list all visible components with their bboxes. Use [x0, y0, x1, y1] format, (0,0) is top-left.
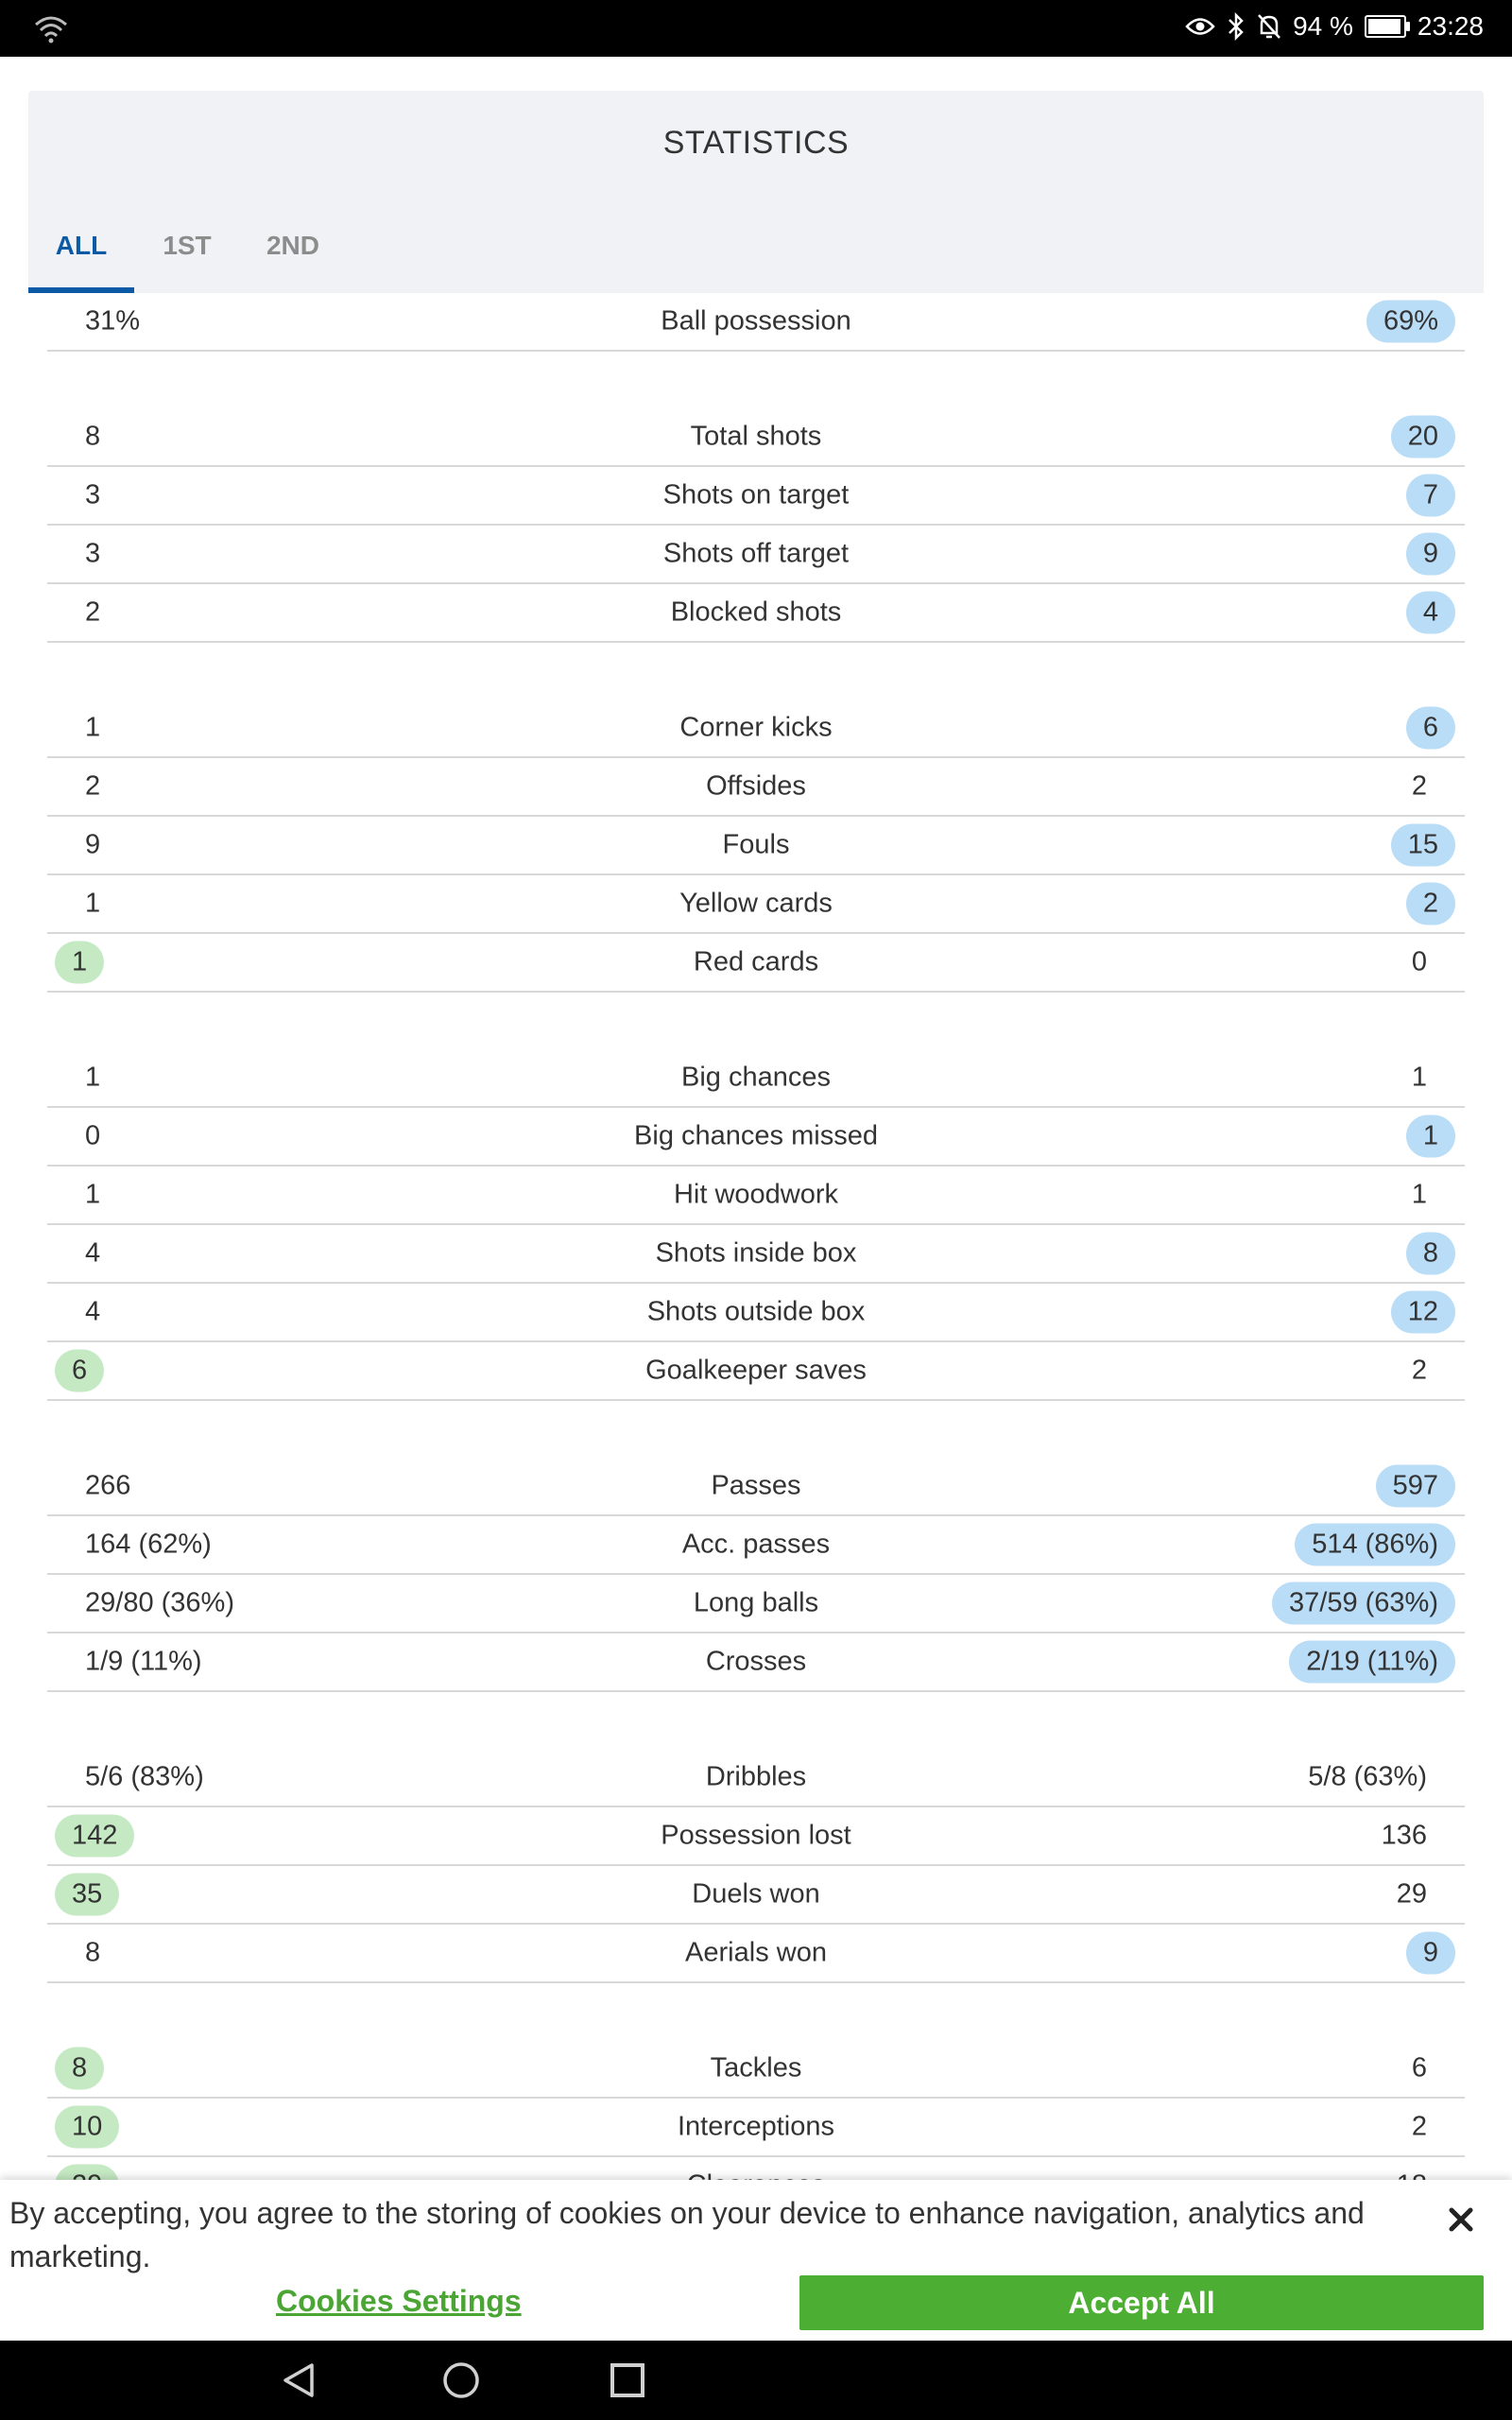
stat-group — [47, 700, 1465, 993]
stat-label: Interceptions — [677, 2111, 835, 2142]
home-icon[interactable] — [442, 2361, 480, 2399]
battery-icon — [1365, 15, 1406, 38]
stat-label: Total shots — [690, 421, 822, 452]
away-value: 6 — [1406, 707, 1455, 750]
period-tabs — [28, 199, 346, 293]
home-value: 1 — [55, 942, 104, 984]
stat-label: Shots outside box — [646, 1296, 866, 1327]
home-value: 3 — [85, 479, 101, 510]
home-value: 142 — [55, 1815, 134, 1858]
stat-row — [47, 758, 1465, 817]
recent-apps-icon[interactable] — [610, 2363, 644, 2397]
statistics-list — [47, 293, 1465, 2216]
away-value: 12 — [1391, 1291, 1455, 1334]
away-value: 2 — [1411, 2111, 1427, 2142]
stat-label: Red cards — [693, 946, 819, 977]
stat-label: Hit woodwork — [673, 1179, 839, 1210]
stat-label: Blocked shots — [670, 596, 842, 628]
stat-row — [47, 1458, 1465, 1516]
stat-group — [47, 1749, 1465, 1983]
home-value: 35 — [55, 1874, 119, 1916]
away-value: 9 — [1406, 533, 1455, 576]
home-value: 1 — [85, 888, 101, 919]
stat-label: Big chances — [681, 1062, 831, 1093]
stat-row — [47, 875, 1465, 934]
home-value: 2 — [85, 596, 101, 628]
home-value: 4 — [85, 1237, 101, 1269]
stat-row — [47, 1807, 1465, 1866]
stat-row — [47, 1049, 1465, 1108]
close-icon[interactable] — [1438, 2197, 1484, 2242]
away-value: 4 — [1406, 592, 1455, 634]
stat-row — [47, 1925, 1465, 1983]
stat-row — [47, 1342, 1465, 1401]
stat-group — [47, 1458, 1465, 1692]
away-value: 0 — [1411, 946, 1427, 977]
home-value: 2 — [85, 770, 101, 802]
stat-label: Shots inside box — [655, 1237, 857, 1269]
bell-off-icon — [1257, 12, 1281, 41]
away-value: 597 — [1376, 1465, 1455, 1508]
home-value: 1/9 (11%) — [85, 1646, 202, 1677]
away-value: 15 — [1391, 824, 1455, 867]
away-value: 136 — [1381, 1820, 1427, 1851]
cookie-message: By accepting, you agree to the storing of cookies on your device to enhance navigation, analytics and marketing. — [9, 2196, 1365, 2273]
home-value: 3 — [85, 538, 101, 569]
stat-row — [47, 526, 1465, 584]
stat-label: Fouls — [722, 829, 790, 860]
home-value: 1 — [85, 1062, 101, 1093]
stat-label: Possession lost — [661, 1820, 851, 1851]
stat-row — [47, 584, 1465, 643]
bluetooth-icon — [1227, 12, 1246, 41]
stat-row — [47, 1634, 1465, 1692]
away-value: 8 — [1406, 1233, 1455, 1275]
tab-all[interactable]: ALL — [28, 199, 134, 293]
home-value: 8 — [85, 1937, 101, 1968]
away-value: 29 — [1396, 1878, 1427, 1910]
stat-label: Shots off target — [662, 538, 850, 569]
home-value: 9 — [85, 829, 101, 860]
away-value: 1 — [1406, 1115, 1455, 1158]
stat-label: Dribbles — [705, 1761, 807, 1792]
stat-label: Crosses — [705, 1646, 807, 1677]
stat-row — [47, 1167, 1465, 1225]
stat-group — [47, 1049, 1465, 1401]
away-value: 6 — [1411, 2052, 1427, 2083]
stat-row — [47, 934, 1465, 993]
away-value: 514 (86%) — [1295, 1524, 1455, 1566]
status-icons — [1185, 11, 1484, 42]
stat-row — [47, 817, 1465, 875]
eye-icon — [1185, 16, 1215, 37]
stat-label: Passes — [711, 1470, 801, 1501]
stat-label: Corner kicks — [679, 712, 833, 743]
away-value: 37/59 (63%) — [1272, 1582, 1455, 1625]
stat-label: Ball possession — [661, 305, 851, 337]
home-value: 164 (62%) — [85, 1529, 212, 1560]
status-bar — [0, 0, 1512, 57]
stat-label: Aerials won — [685, 1937, 827, 1968]
clock: 23:28 — [1417, 11, 1484, 41]
away-value: 69% — [1366, 301, 1455, 343]
stat-row — [47, 2040, 1465, 2099]
home-value: 266 — [85, 1470, 131, 1501]
away-value: 9 — [1406, 1932, 1455, 1975]
wifi-icon — [32, 13, 70, 43]
stat-row — [47, 293, 1465, 352]
stat-label: Big chances missed — [634, 1120, 878, 1151]
stat-row — [47, 408, 1465, 467]
away-value: 2 — [1411, 770, 1427, 802]
home-value: 29/80 (36%) — [85, 1587, 234, 1618]
home-value: 1 — [85, 712, 101, 743]
stat-row — [47, 1866, 1465, 1925]
stat-label: Long balls — [693, 1587, 819, 1618]
home-value: 6 — [55, 1350, 104, 1392]
away-value: 1 — [1411, 1179, 1427, 1210]
stat-row — [47, 1575, 1465, 1634]
stat-row — [47, 467, 1465, 526]
stat-label: Shots on target — [662, 479, 850, 510]
stat-row — [47, 1284, 1465, 1342]
away-value: 20 — [1391, 416, 1455, 458]
away-value: 2 — [1411, 1355, 1427, 1386]
home-value: 8 — [55, 2048, 104, 2090]
home-value: 0 — [85, 1120, 101, 1151]
stat-row — [47, 1516, 1465, 1575]
back-icon[interactable] — [280, 2361, 318, 2399]
away-value: 5/8 (63%) — [1308, 1761, 1427, 1792]
away-value: 7 — [1406, 475, 1455, 517]
cookie-banner — [0, 2180, 1512, 2341]
stat-row — [47, 1108, 1465, 1167]
stat-label: Yellow cards — [679, 888, 833, 919]
stat-group — [47, 408, 1465, 643]
away-value: 2 — [1406, 883, 1455, 925]
away-value: 2/19 (11%) — [1289, 1641, 1455, 1684]
stat-label: Offsides — [706, 770, 806, 802]
battery-fill — [1368, 19, 1400, 34]
statistics-header — [28, 91, 1484, 293]
home-value: 31% — [85, 305, 141, 337]
cookies-settings-link[interactable]: Cookies Settings — [276, 2284, 522, 2318]
home-value: 5/6 (83%) — [85, 1761, 204, 1792]
stat-row — [47, 2099, 1465, 2157]
stat-row — [47, 1749, 1465, 1807]
away-value: 1 — [1411, 1062, 1427, 1093]
stat-label: Duels won — [692, 1878, 820, 1910]
battery-percent: 94 % — [1293, 11, 1353, 41]
stat-row — [47, 1225, 1465, 1284]
stat-label: Acc. passes — [681, 1529, 831, 1560]
home-value: 4 — [85, 1296, 101, 1327]
tab-2nd[interactable]: 2ND — [266, 231, 319, 260]
stat-label: Goalkeeper saves — [645, 1355, 867, 1386]
home-value: 10 — [55, 2106, 119, 2149]
navigation-bar — [0, 2341, 1512, 2420]
stat-label: Tackles — [710, 2052, 802, 2083]
tab-1st[interactable]: 1ST — [163, 231, 212, 260]
stat-group — [47, 293, 1465, 352]
home-value: 1 — [85, 1179, 101, 1210]
home-value: 8 — [85, 421, 101, 452]
accept-all-button[interactable]: Accept All — [799, 2275, 1484, 2330]
stat-row — [47, 700, 1465, 758]
page-title: STATISTICS — [662, 125, 850, 161]
